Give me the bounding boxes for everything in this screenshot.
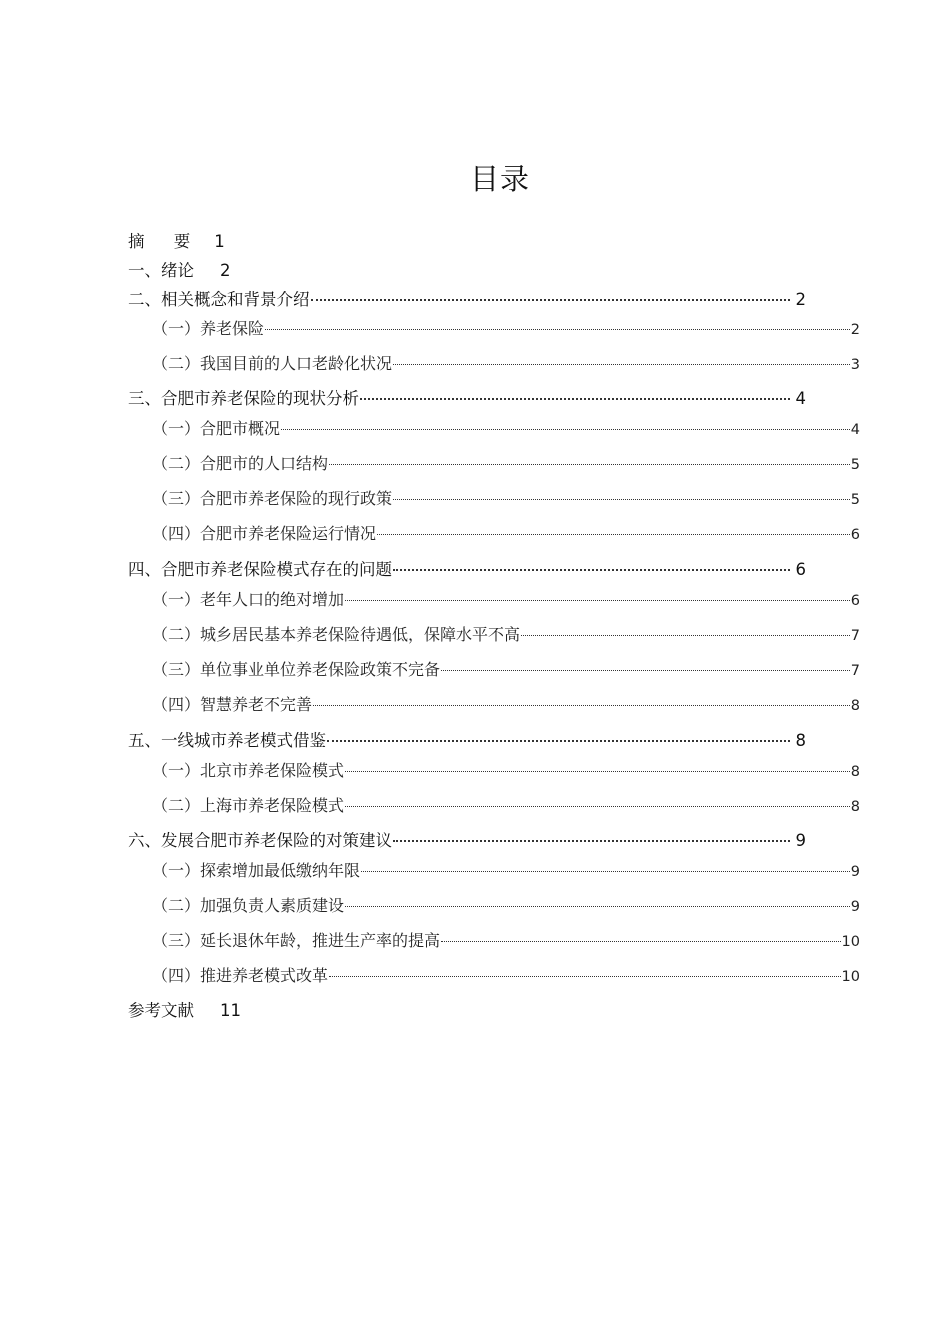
toc-entry-label: （二）合肥市的人口结构 [152,454,329,473]
dot-leader [441,670,850,671]
toc-entry-page: 3 [850,357,860,373]
dot-leader [360,398,790,400]
toc-entry[interactable] [152,521,860,544]
toc-entry[interactable] [152,758,860,781]
toc-entry[interactable] [152,893,860,916]
toc-entry-label: （四）推进养老模式改革 [152,966,329,985]
toc-entry[interactable] [128,556,806,580]
dot-leader [393,364,850,365]
toc-entry-page: 8 [850,799,860,815]
toc-entry-page: 1 [214,232,225,251]
toc-entry-label: 六、发展合肥市养老保险的对策建议 [128,831,392,850]
toc-entry-label: 一、绪论 [128,261,194,280]
toc-entry-label: （一）老年人口的绝对增加 [152,590,345,609]
dot-leader [345,806,850,807]
toc-entry-label: 摘 要 [128,232,203,251]
toc-entry-page: 4 [850,422,860,438]
toc-entry-page: 5 [850,492,860,508]
toc-entry-page: 10 [841,934,860,950]
toc-entry-label: 五、一线城市养老模式借鉴 [128,731,326,750]
toc-entry[interactable] [152,486,860,509]
dot-leader [345,600,850,601]
toc-entry[interactable] [128,228,806,252]
toc-entry-page: 7 [850,628,860,644]
dot-leader [361,871,850,872]
toc-entry[interactable] [152,692,860,715]
dot-leader [329,976,841,977]
toc-entry[interactable] [152,622,860,645]
dot-leader [521,635,850,636]
dot-leader [441,941,841,942]
dot-leader [313,705,850,706]
dot-leader [393,569,790,571]
toc-entry-label: 二、相关概念和背景介绍 [128,290,310,309]
toc-entry-page: 8 [850,698,860,714]
toc-entry-page: 4 [795,389,806,408]
toc-entry-label: （三）单位事业单位养老保险政策不完备 [152,660,441,679]
toc-entry-label: （一）合肥市概况 [152,419,281,438]
toc-entry-label: （二）上海市养老保险模式 [152,796,345,815]
toc-entry-page: 2 [795,290,806,309]
toc-entry-page: 6 [850,527,860,543]
toc-entry-label: （二）我国目前的人口老龄化状况 [152,354,393,373]
toc-entry-page: 6 [850,593,860,609]
toc-entry[interactable] [152,316,860,339]
dot-leader [393,840,790,842]
toc-entry[interactable] [152,451,860,474]
toc-entry[interactable] [128,385,806,409]
toc-entry[interactable] [152,351,860,374]
toc-entry-label: （一）养老保险 [152,319,265,338]
toc-entry[interactable] [128,997,806,1021]
toc-entry-page: 5 [850,457,860,473]
toc-entry[interactable] [152,587,860,610]
dot-leader [281,429,850,430]
toc-entry[interactable] [152,963,860,986]
toc-entry[interactable] [128,827,806,851]
toc-entry-page: 8 [795,731,806,750]
page-title: 目录 [469,162,530,196]
dot-leader [393,499,850,500]
dot-leader [265,329,850,330]
toc-entry-label: （四）智慧养老不完善 [152,695,313,714]
toc-entry-page: 6 [795,560,806,579]
dot-leader [345,771,850,772]
toc-entry[interactable] [152,793,860,816]
toc-entry-page: 8 [850,764,860,780]
toc-entry-page: 9 [850,864,860,880]
toc-entry-page: 11 [220,1001,241,1020]
toc-entry-label: 四、合肥市养老保险模式存在的问题 [128,560,392,579]
toc-entry[interactable] [152,858,860,881]
toc-entry-label: （一）北京市养老保险模式 [152,761,345,780]
dot-leader [327,740,790,742]
toc-entry-page: 7 [850,663,860,679]
toc-entry-label: （一）探索增加最低缴纳年限 [152,861,361,880]
toc-entry[interactable] [152,657,860,680]
toc-entry-label: 三、合肥市养老保险的现状分析 [128,389,359,408]
toc-entry-page: 2 [850,322,860,338]
toc-entry-label: 参考文献 [128,1001,194,1020]
toc-entry-page: 9 [850,899,860,915]
toc-entry-label: （三）合肥市养老保险的现行政策 [152,489,393,508]
toc-entry-label: （四）合肥市养老保险运行情况 [152,524,377,543]
toc-entry-label: （三）延长退休年龄，推进生产率的提高 [152,931,441,950]
dot-leader [329,464,850,465]
toc-entry[interactable] [128,286,806,310]
dot-leader [345,906,850,907]
toc-entry[interactable] [152,928,860,951]
toc-entry-page: 9 [795,831,806,850]
toc-entry-page: 10 [841,969,860,985]
dot-leader [311,299,790,301]
dot-leader [377,534,850,535]
toc-entry-label: （二）加强负责人素质建设 [152,896,345,915]
toc-entry[interactable] [128,257,806,281]
toc-entry-label: （二）城乡居民基本养老保险待遇低，保障水平不高 [152,625,521,644]
toc-entry[interactable] [152,416,860,439]
toc-entry-page: 2 [220,261,231,280]
toc-entry[interactable] [128,727,806,751]
